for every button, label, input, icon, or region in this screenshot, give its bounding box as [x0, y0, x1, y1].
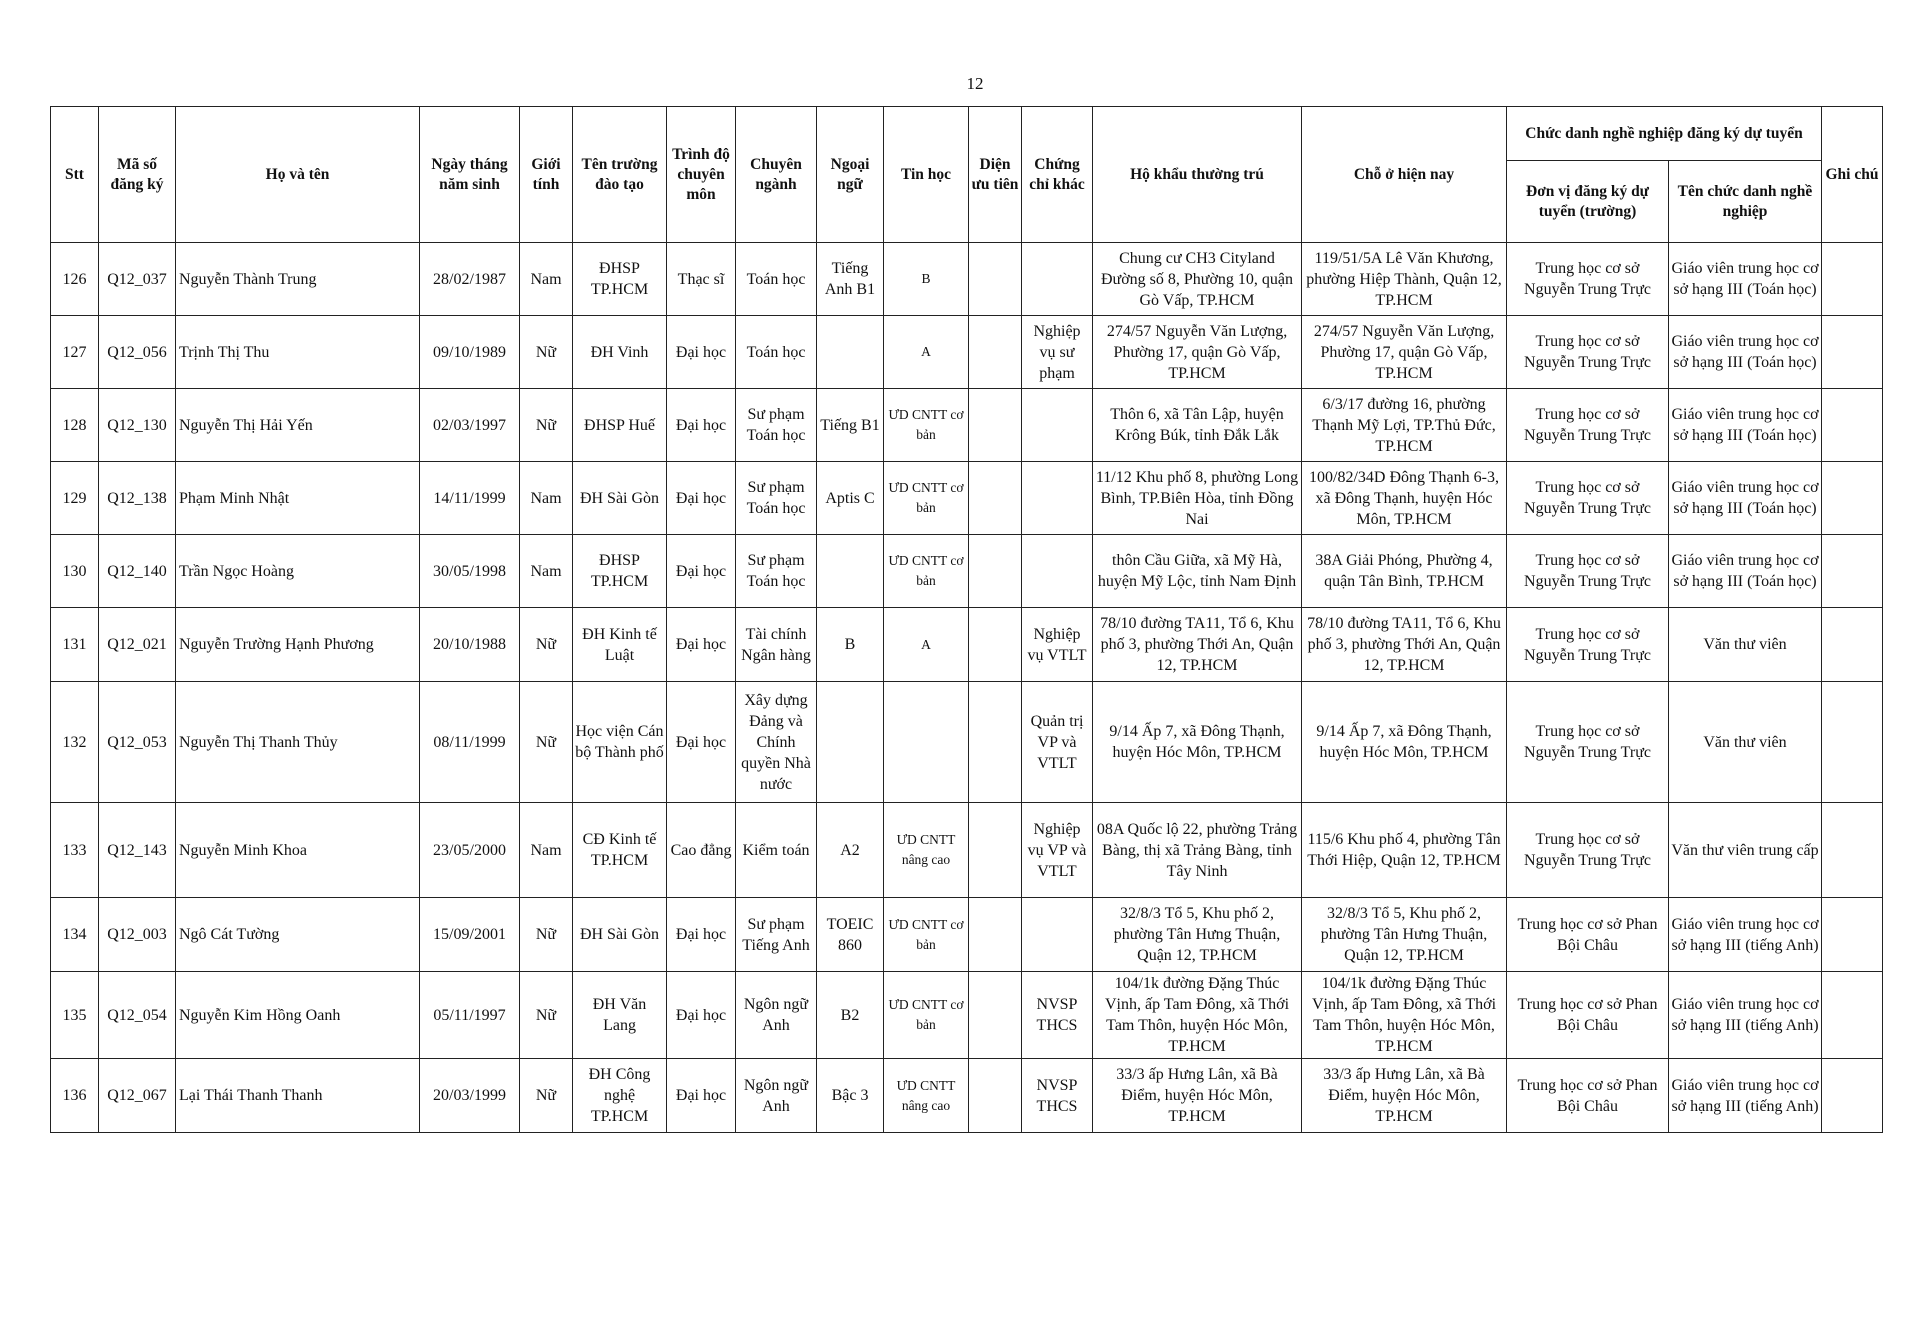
header-don-vi: Đơn vị đăng ký dự tuyển (trường): [1507, 161, 1669, 243]
cell-ngoai-ngu: TOEIC 860: [817, 898, 884, 972]
table-row: [51, 462, 1883, 535]
cell-cho-o: 6/3/17 đường 16, phường Thạnh Mỹ Lợi, TP.Thủ Đức, TP.HCM: [1302, 389, 1507, 462]
header-ho-khau: Hộ khẩu thường trú: [1093, 107, 1302, 243]
cell-ngay-sinh: 23/05/2000: [420, 803, 520, 898]
cell-dien-uu-tien: [969, 972, 1022, 1059]
cell-ma-so: Q12_054: [99, 972, 176, 1059]
cell-tin-hoc: A: [884, 608, 969, 682]
cell-cho-o: 33/3 ấp Hưng Lân, xã Bà Điểm, huyện Hóc Môn, TP.HCM: [1302, 1059, 1507, 1133]
header-ho-ten: Họ và tên: [176, 107, 420, 243]
header-dien-uu-tien: Diện ưu tiên: [969, 107, 1022, 243]
cell-ho-khau: 9/14 Ấp 7, xã Đông Thạnh, huyện Hóc Môn, TP.HCM: [1093, 682, 1302, 803]
table-row: [51, 389, 1883, 462]
cell-trinh-do: Đại học: [667, 682, 736, 803]
cell-stt: 132: [51, 682, 99, 803]
cell-chuyen-nganh: Toán học: [736, 316, 817, 389]
cell-ma-so: Q12_037: [99, 243, 176, 316]
cell-chuc-danh: Văn thư viên trung cấp: [1669, 803, 1822, 898]
cell-truong: ĐH Sài Gòn: [573, 898, 667, 972]
cell-truong: ĐH Kinh tế Luật: [573, 608, 667, 682]
header-ma-so: Mã số đăng ký: [99, 107, 176, 243]
cell-chung-chi: NVSP THCS: [1022, 972, 1093, 1059]
cell-ghi-chu: [1822, 898, 1883, 972]
cell-cho-o: 119/51/5A Lê Văn Khương, phường Hiệp Thành, Quận 12, TP.HCM: [1302, 243, 1507, 316]
cell-truong: ĐHSP Huế: [573, 389, 667, 462]
cell-ngay-sinh: 28/02/1987: [420, 243, 520, 316]
header-ten-chuc-danh: Tên chức danh nghề nghiệp: [1669, 161, 1822, 243]
cell-truong: ĐH Công nghệ TP.HCM: [573, 1059, 667, 1133]
cell-ghi-chu: [1822, 1059, 1883, 1133]
table-row: [51, 898, 1883, 972]
cell-ho-ten: Trịnh Thị Thu: [176, 316, 420, 389]
cell-ghi-chu: [1822, 803, 1883, 898]
cell-ho-khau: 274/57 Nguyễn Văn Lượng, Phường 17, quận Gò Vấp, TP.HCM: [1093, 316, 1302, 389]
cell-gioi-tinh: Nữ: [520, 608, 573, 682]
header-trinh-do: Trình độ chuyên môn: [667, 107, 736, 243]
table-row: [51, 682, 1883, 803]
cell-gioi-tinh: Nam: [520, 535, 573, 608]
cell-ngoai-ngu: [817, 316, 884, 389]
cell-ngoai-ngu: [817, 535, 884, 608]
cell-don-vi: Trung học cơ sở Nguyễn Trung Trực: [1507, 682, 1669, 803]
table-row: [51, 1059, 1883, 1133]
cell-gioi-tinh: Nữ: [520, 389, 573, 462]
candidate-table: [50, 106, 1883, 1133]
cell-ho-khau: 32/8/3 Tổ 5, Khu phố 2, phường Tân Hưng Thuận, Quận 12, TP.HCM: [1093, 898, 1302, 972]
cell-trinh-do: Đại học: [667, 972, 736, 1059]
cell-chung-chi: [1022, 462, 1093, 535]
table-row: [51, 316, 1883, 389]
cell-ngoai-ngu: Bậc 3: [817, 1059, 884, 1133]
cell-ho-ten: Lại Thái Thanh Thanh: [176, 1059, 420, 1133]
cell-ma-so: Q12_140: [99, 535, 176, 608]
cell-tin-hoc: ƯD CNTT nâng cao: [884, 1059, 969, 1133]
cell-ma-so: Q12_003: [99, 898, 176, 972]
cell-cho-o: 32/8/3 Tổ 5, Khu phố 2, phường Tân Hưng Thuận, Quận 12, TP.HCM: [1302, 898, 1507, 972]
cell-ngay-sinh: 20/03/1999: [420, 1059, 520, 1133]
cell-ngoai-ngu: [817, 682, 884, 803]
cell-ghi-chu: [1822, 462, 1883, 535]
cell-tin-hoc: B: [884, 243, 969, 316]
cell-ma-so: Q12_138: [99, 462, 176, 535]
cell-ho-khau: 104/1k đường Đặng Thúc Vịnh, ấp Tam Đông, xã Thới Tam Thôn, huyện Hóc Môn, TP.HCM: [1093, 972, 1302, 1059]
cell-ma-so: Q12_130: [99, 389, 176, 462]
cell-truong: ĐHSP TP.HCM: [573, 535, 667, 608]
cell-ngay-sinh: 15/09/2001: [420, 898, 520, 972]
cell-stt: 131: [51, 608, 99, 682]
cell-chung-chi: [1022, 389, 1093, 462]
cell-trinh-do: Đại học: [667, 389, 736, 462]
cell-cho-o: 9/14 Ấp 7, xã Đông Thạnh, huyện Hóc Môn, TP.HCM: [1302, 682, 1507, 803]
cell-ghi-chu: [1822, 608, 1883, 682]
cell-don-vi: Trung học cơ sở Nguyễn Trung Trực: [1507, 389, 1669, 462]
cell-chung-chi: [1022, 243, 1093, 316]
cell-cho-o: 100/82/34D Đông Thạnh 6-3, xã Đông Thạnh, huyện Hóc Môn, TP.HCM: [1302, 462, 1507, 535]
cell-cho-o: 38A Giải Phóng, Phường 4, quận Tân Bình, TP.HCM: [1302, 535, 1507, 608]
cell-chuyen-nganh: Ngôn ngữ Anh: [736, 1059, 817, 1133]
cell-truong: ĐH Văn Lang: [573, 972, 667, 1059]
cell-truong: ĐHSP TP.HCM: [573, 243, 667, 316]
cell-tin-hoc: A: [884, 316, 969, 389]
cell-cho-o: 115/6 Khu phố 4, phường Tân Thới Hiệp, Quận 12, TP.HCM: [1302, 803, 1507, 898]
cell-don-vi: Trung học cơ sở Nguyễn Trung Trực: [1507, 803, 1669, 898]
cell-ho-khau: 08A Quốc lộ 22, phường Trảng Bàng, thị xã Trảng Bàng, tỉnh Tây Ninh: [1093, 803, 1302, 898]
cell-chung-chi: Quản trị VP và VTLT: [1022, 682, 1093, 803]
table-body: [51, 243, 1883, 1133]
cell-ngay-sinh: 05/11/1997: [420, 972, 520, 1059]
cell-ngoai-ngu: B2: [817, 972, 884, 1059]
cell-ghi-chu: [1822, 389, 1883, 462]
cell-cho-o: 104/1k đường Đặng Thúc Vịnh, ấp Tam Đông, xã Thới Tam Thôn, huyện Hóc Môn, TP.HCM: [1302, 972, 1507, 1059]
cell-ho-ten: Phạm Minh Nhật: [176, 462, 420, 535]
table-row: [51, 803, 1883, 898]
cell-trinh-do: Đại học: [667, 535, 736, 608]
header-stt: Stt: [51, 107, 99, 243]
cell-dien-uu-tien: [969, 682, 1022, 803]
cell-chuyen-nganh: Sư phạm Toán học: [736, 389, 817, 462]
cell-tin-hoc: [884, 682, 969, 803]
cell-don-vi: Trung học cơ sở Phan Bội Châu: [1507, 1059, 1669, 1133]
cell-ma-so: Q12_067: [99, 1059, 176, 1133]
cell-ghi-chu: [1822, 972, 1883, 1059]
cell-dien-uu-tien: [969, 803, 1022, 898]
cell-dien-uu-tien: [969, 316, 1022, 389]
cell-truong: ĐH Sài Gòn: [573, 462, 667, 535]
table-row: [51, 608, 1883, 682]
cell-gioi-tinh: Nam: [520, 803, 573, 898]
cell-ma-so: Q12_056: [99, 316, 176, 389]
cell-ho-ten: Nguyễn Minh Khoa: [176, 803, 420, 898]
cell-chung-chi: Nghiệp vụ sư phạm: [1022, 316, 1093, 389]
cell-chuyen-nganh: Sư phạm Tiếng Anh: [736, 898, 817, 972]
cell-ho-ten: Trần Ngọc Hoàng: [176, 535, 420, 608]
cell-chuyen-nganh: Sư phạm Toán học: [736, 535, 817, 608]
cell-don-vi: Trung học cơ sở Nguyễn Trung Trực: [1507, 243, 1669, 316]
cell-gioi-tinh: Nữ: [520, 316, 573, 389]
cell-trinh-do: Đại học: [667, 462, 736, 535]
cell-ghi-chu: [1822, 535, 1883, 608]
table-row: [51, 535, 1883, 608]
cell-trinh-do: Đại học: [667, 608, 736, 682]
header-chuc-danh-group: Chức danh nghề nghiệp đăng ký dự tuyển: [1507, 107, 1822, 161]
cell-ho-khau: 11/12 Khu phố 8, phường Long Bình, TP.Biên Hòa, tỉnh Đồng Nai: [1093, 462, 1302, 535]
header-gioi-tinh: Giới tính: [520, 107, 573, 243]
cell-ghi-chu: [1822, 243, 1883, 316]
cell-chung-chi: Nghiệp vụ VTLT: [1022, 608, 1093, 682]
cell-chuc-danh: Giáo viên trung học cơ sở hạng III (tiếng Anh): [1669, 972, 1822, 1059]
cell-don-vi: Trung học cơ sở Phan Bội Châu: [1507, 898, 1669, 972]
cell-trinh-do: Đại học: [667, 316, 736, 389]
cell-cho-o: 78/10 đường TA11, Tổ 6, Khu phố 3, phường Thới An, Quận 12, TP.HCM: [1302, 608, 1507, 682]
header-cho-o: Chỗ ở hiện nay: [1302, 107, 1507, 243]
cell-ho-ten: Nguyễn Thành Trung: [176, 243, 420, 316]
cell-don-vi: Trung học cơ sở Phan Bội Châu: [1507, 972, 1669, 1059]
cell-chuc-danh: Giáo viên trung học cơ sở hạng III (Toán học): [1669, 389, 1822, 462]
cell-ngay-sinh: 14/11/1999: [420, 462, 520, 535]
cell-gioi-tinh: Nữ: [520, 972, 573, 1059]
header-truong: Tên trường đào tạo: [573, 107, 667, 243]
cell-truong: ĐH Vinh: [573, 316, 667, 389]
cell-ngoai-ngu: A2: [817, 803, 884, 898]
cell-ho-ten: Ngô Cát Tường: [176, 898, 420, 972]
cell-ngay-sinh: 30/05/1998: [420, 535, 520, 608]
cell-stt: 126: [51, 243, 99, 316]
cell-ngay-sinh: 08/11/1999: [420, 682, 520, 803]
cell-stt: 133: [51, 803, 99, 898]
cell-tin-hoc: ƯD CNTT cơ bản: [884, 535, 969, 608]
cell-stt: 130: [51, 535, 99, 608]
cell-ma-so: Q12_143: [99, 803, 176, 898]
cell-ma-so: Q12_021: [99, 608, 176, 682]
header-tin-hoc: Tin học: [884, 107, 969, 243]
cell-dien-uu-tien: [969, 389, 1022, 462]
cell-trinh-do: Đại học: [667, 898, 736, 972]
cell-chuyen-nganh: Toán học: [736, 243, 817, 316]
cell-ngay-sinh: 09/10/1989: [420, 316, 520, 389]
header-ghi-chu: Ghi chú: [1822, 107, 1883, 243]
cell-chuc-danh: Giáo viên trung học cơ sở hạng III (tiếng Anh): [1669, 898, 1822, 972]
cell-trinh-do: Cao đẳng: [667, 803, 736, 898]
cell-chung-chi: [1022, 535, 1093, 608]
cell-ho-khau: 78/10 đường TA11, Tổ 6, Khu phố 3, phường Thới An, Quận 12, TP.HCM: [1093, 608, 1302, 682]
header-chung-chi: Chứng chỉ khác: [1022, 107, 1093, 243]
cell-ghi-chu: [1822, 682, 1883, 803]
cell-ho-ten: Nguyễn Thị Thanh Thủy: [176, 682, 420, 803]
cell-ho-khau: Chung cư CH3 Cityland Đường số 8, Phường 10, quận Gò Vấp, TP.HCM: [1093, 243, 1302, 316]
cell-chuyen-nganh: Sư phạm Toán học: [736, 462, 817, 535]
cell-chuc-danh: Giáo viên trung học cơ sở hạng III (Toán học): [1669, 462, 1822, 535]
cell-ngay-sinh: 02/03/1997: [420, 389, 520, 462]
cell-chuc-danh: Giáo viên trung học cơ sở hạng III (Toán học): [1669, 243, 1822, 316]
cell-dien-uu-tien: [969, 535, 1022, 608]
header-chuyen-nganh: Chuyên ngành: [736, 107, 817, 243]
cell-ho-ten: Nguyễn Kim Hồng Oanh: [176, 972, 420, 1059]
cell-chuyen-nganh: Kiểm toán: [736, 803, 817, 898]
cell-stt: 127: [51, 316, 99, 389]
cell-ngoai-ngu: Aptis C: [817, 462, 884, 535]
cell-stt: 135: [51, 972, 99, 1059]
cell-dien-uu-tien: [969, 462, 1022, 535]
cell-chuc-danh: Văn thư viên: [1669, 682, 1822, 803]
cell-ho-ten: Nguyễn Thị Hải Yến: [176, 389, 420, 462]
cell-gioi-tinh: Nam: [520, 462, 573, 535]
cell-ngoai-ngu: Tiếng B1: [817, 389, 884, 462]
cell-ngoai-ngu: B: [817, 608, 884, 682]
cell-stt: 136: [51, 1059, 99, 1133]
cell-don-vi: Trung học cơ sở Nguyễn Trung Trực: [1507, 462, 1669, 535]
cell-stt: 129: [51, 462, 99, 535]
page-number: 12: [966, 74, 984, 93]
cell-chuc-danh: Giáo viên trung học cơ sở hạng III (tiếng Anh): [1669, 1059, 1822, 1133]
cell-gioi-tinh: Nam: [520, 243, 573, 316]
cell-chuc-danh: Giáo viên trung học cơ sở hạng III (Toán học): [1669, 535, 1822, 608]
cell-chuyen-nganh: Ngôn ngữ Anh: [736, 972, 817, 1059]
cell-gioi-tinh: Nữ: [520, 682, 573, 803]
cell-ngoai-ngu: Tiếng Anh B1: [817, 243, 884, 316]
cell-tin-hoc: ƯD CNTT cơ bản: [884, 898, 969, 972]
cell-truong: CĐ Kinh tế TP.HCM: [573, 803, 667, 898]
cell-tin-hoc: ƯD CNTT cơ bản: [884, 389, 969, 462]
cell-cho-o: 274/57 Nguyễn Văn Lượng, Phường 17, quận Gò Vấp, TP.HCM: [1302, 316, 1507, 389]
cell-chuc-danh: Giáo viên trung học cơ sở hạng III (Toán học): [1669, 316, 1822, 389]
cell-stt: 128: [51, 389, 99, 462]
cell-chuyen-nganh: Tài chính Ngân hàng: [736, 608, 817, 682]
cell-ma-so: Q12_053: [99, 682, 176, 803]
cell-don-vi: Trung học cơ sở Nguyễn Trung Trực: [1507, 608, 1669, 682]
cell-ho-khau: thôn Cầu Giữa, xã Mỹ Hà, huyện Mỹ Lộc, tỉnh Nam Định: [1093, 535, 1302, 608]
table-row: [51, 972, 1883, 1059]
cell-ho-khau: 33/3 ấp Hưng Lân, xã Bà Điểm, huyện Hóc Môn, TP.HCM: [1093, 1059, 1302, 1133]
cell-gioi-tinh: Nữ: [520, 1059, 573, 1133]
cell-dien-uu-tien: [969, 608, 1022, 682]
cell-chung-chi: [1022, 898, 1093, 972]
cell-chung-chi: Nghiệp vụ VP và VTLT: [1022, 803, 1093, 898]
cell-tin-hoc: ƯD CNTT cơ bản: [884, 462, 969, 535]
cell-dien-uu-tien: [969, 1059, 1022, 1133]
cell-tin-hoc: ƯD CNTT cơ bản: [884, 972, 969, 1059]
cell-trinh-do: Thạc sĩ: [667, 243, 736, 316]
cell-ho-ten: Nguyễn Trường Hạnh Phương: [176, 608, 420, 682]
cell-gioi-tinh: Nữ: [520, 898, 573, 972]
cell-stt: 134: [51, 898, 99, 972]
header-ngoai-ngu: Ngoại ngữ: [817, 107, 884, 243]
cell-ghi-chu: [1822, 316, 1883, 389]
cell-ho-khau: Thôn 6, xã Tân Lập, huyện Krông Búk, tỉnh Đắk Lắk: [1093, 389, 1302, 462]
cell-dien-uu-tien: [969, 898, 1022, 972]
cell-dien-uu-tien: [969, 243, 1022, 316]
cell-chung-chi: NVSP THCS: [1022, 1059, 1093, 1133]
cell-don-vi: Trung học cơ sở Nguyễn Trung Trực: [1507, 316, 1669, 389]
cell-don-vi: Trung học cơ sở Nguyễn Trung Trực: [1507, 535, 1669, 608]
cell-chuc-danh: Văn thư viên: [1669, 608, 1822, 682]
header-ngay-sinh: Ngày tháng năm sinh: [420, 107, 520, 243]
cell-tin-hoc: ƯD CNTT nâng cao: [884, 803, 969, 898]
cell-trinh-do: Đại học: [667, 1059, 736, 1133]
cell-truong: Học viện Cán bộ Thành phố: [573, 682, 667, 803]
cell-ngay-sinh: 20/10/1988: [420, 608, 520, 682]
table-row: [51, 243, 1883, 316]
cell-chuyen-nganh: Xây dựng Đảng và Chính quyền Nhà nước: [736, 682, 817, 803]
